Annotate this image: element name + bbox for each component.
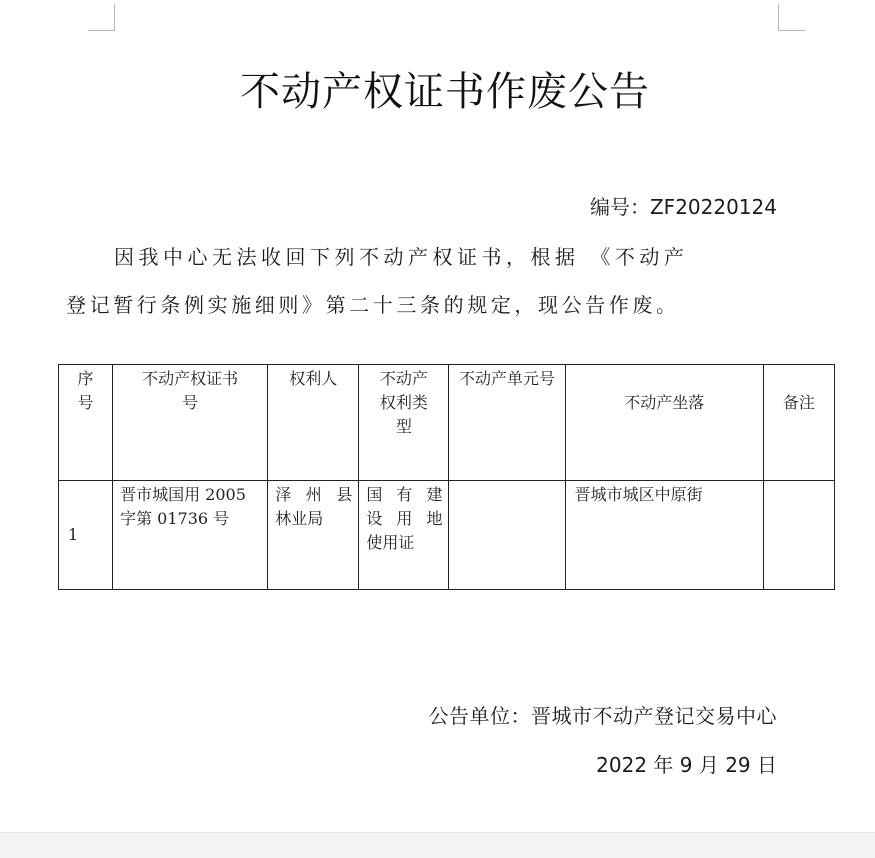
cell-cert-no bbox=[113, 481, 268, 590]
cell-holder-line-1: 泽州县 bbox=[275, 485, 353, 504]
header-location-label: 不动产坐落 bbox=[624, 393, 705, 412]
certificate-table bbox=[58, 364, 835, 590]
cell-location bbox=[565, 481, 763, 590]
cell-right-type-line-3: 使用证 bbox=[366, 533, 415, 552]
body-text-line-2: 登记暂行条例实施细则》第二十三条的规定，现公告作废。 bbox=[66, 293, 680, 317]
cell-right-type bbox=[359, 481, 449, 590]
cell-location-value: 晋城市城区中原街 bbox=[574, 485, 703, 504]
cell-holder-line-2: 林业局 bbox=[275, 509, 324, 528]
issue-date: 2022 年 9 月 29 日 bbox=[596, 753, 777, 777]
body-text-line-1: 因我中心无法收回下列不动产权证书，根据 《不动产 bbox=[114, 245, 689, 269]
cell-cert-no-line-2: 字第 01736 号 bbox=[120, 509, 230, 528]
header-unit-no-label: 不动产单元号 bbox=[459, 369, 556, 388]
header-seq bbox=[59, 365, 113, 481]
table-row bbox=[59, 481, 835, 590]
cell-cert-no-line-1: 晋市城国用 2005 bbox=[120, 485, 246, 504]
cell-right-type-text bbox=[359, 481, 448, 555]
header-right-type bbox=[359, 365, 449, 481]
header-holder bbox=[268, 365, 359, 481]
cell-unit-no bbox=[449, 481, 565, 590]
cell-right-type-line-1: 国有建 bbox=[366, 485, 443, 504]
cell-unit-no-value bbox=[449, 481, 564, 483]
table-header-row bbox=[59, 365, 835, 481]
page-gap-bar bbox=[0, 832, 875, 858]
page-corner-mark-top-left bbox=[88, 4, 115, 31]
cell-note-value bbox=[764, 481, 834, 483]
header-cert-no-label: 不动产权证书号 bbox=[142, 369, 239, 412]
cell-seq bbox=[59, 481, 113, 590]
page-corner-mark-top-right bbox=[778, 4, 805, 31]
header-right-type-label: 不动产权利类型 bbox=[379, 369, 428, 436]
issuing-unit: 公告单位：晋城市不动产登记交易中心 bbox=[428, 704, 777, 728]
cell-holder bbox=[268, 481, 359, 590]
cell-seq-value: 1 bbox=[68, 525, 79, 544]
header-note bbox=[763, 365, 834, 481]
header-unit-no bbox=[449, 365, 565, 481]
cell-cert-no-text bbox=[113, 481, 267, 531]
document-number: 编号：ZF20220124 bbox=[589, 195, 777, 219]
header-note-label: 备注 bbox=[782, 393, 815, 412]
header-holder-label: 权利人 bbox=[289, 369, 338, 388]
header-location bbox=[565, 365, 763, 481]
header-seq-label: 序号 bbox=[77, 369, 94, 412]
document-title: 不动产权证书作废公告 bbox=[240, 69, 650, 115]
header-cert-no bbox=[113, 365, 268, 481]
cell-right-type-line-2: 设用地 bbox=[366, 509, 443, 528]
cell-holder-text bbox=[268, 481, 358, 531]
cell-note bbox=[763, 481, 834, 590]
